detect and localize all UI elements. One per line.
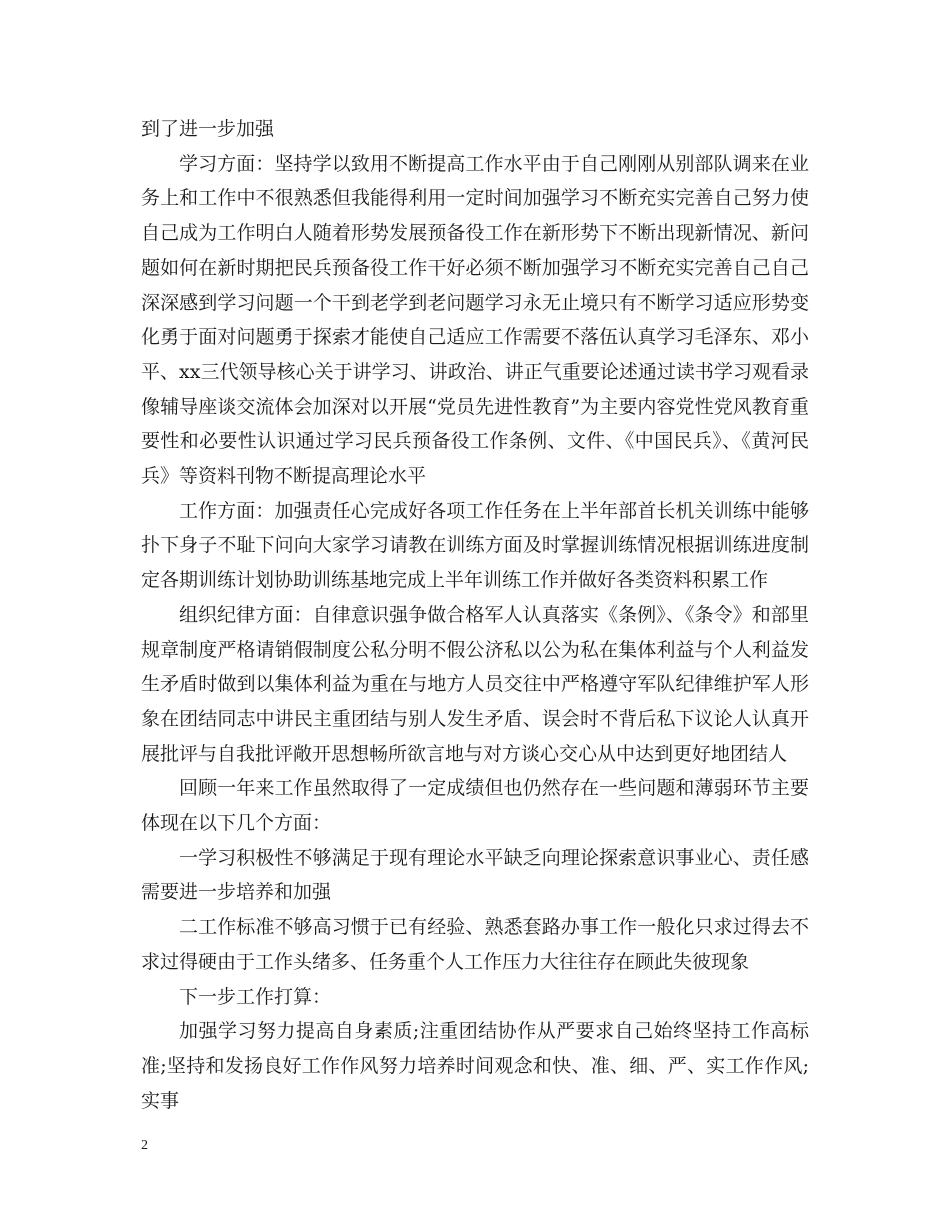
- paragraph-next-steps-heading: 下一步工作打算：: [179, 985, 332, 1008]
- paragraph-work: 工作方面：加强责任心完成好各项工作任务在上半年部首长机关训练中能够扑下身子不耻下问向大家学习请教在训练方面及时掌握训练情况根据训练进度制定各期训练计划协助训练基地完成上半年训练工作并做好各类资料积累工作: [141, 499, 809, 592]
- document-body: [141, 112, 809, 1118]
- paragraph-issue-one: 一学习积极性不够满足于现有理论水平缺乏向理论探索意识事业心、责任感需要进一步培养和加强: [141, 846, 809, 904]
- paragraph-discipline: 组织纪律方面：自律意识强争做合格军人认真落实《条例》、《条令》和部里规章制度严格请销假制度公私分明不假公济私以公为私在集体利益与个人利益发生矛盾时做到以集体利益为重在与地方人员交往中严格遵守军队纪律维护军人形象在团结同志中讲民主重团结与别人发生矛盾、误会时不背后私下议论人认真开展批评与自我批评敞开思想畅所欲言地与对方谈心交心从中达到更好地团结人: [141, 603, 809, 765]
- paragraph-study: 学习方面：坚持学以致用不断提高工作水平由于自己刚刚从别部队调来在业务上和工作中不很熟悉但我能得利用一定时间加强学习不断充实完善自己努力使自己成为工作明白人随着形势发展预备役工作在新形势下不断出现新情况、新问题如何在新时期把民兵预备役工作干好必须不断加强学习不断充实完善自己自己深深感到学习问题一个干到老学到老问题学习永无止境只有不断学习适应形势变化勇于面对问题勇于探索才能使自己适应工作需要不落伍认真学习毛泽东、邓小平、xx三代领导核心关于讲学习、讲政治、讲正气重要论述通过读书学习观看录像辅导座谈交流体会加深对以开展“党员先进性教育”为主要内容党性党风教育重要性和必要性认识通过学习民兵预备役工作条例、文件、《中国民兵》、《黄河民兵》等资料刊物不断提高理论水平: [141, 152, 809, 488]
- paragraph-continuation: 到了进一步加强: [141, 118, 275, 140]
- paragraph-review: 回顾一年来工作虽然取得了一定成绩但也仍然存在一些问题和薄弱环节主要体现在以下几个方面：: [141, 777, 809, 835]
- paragraph-issue-two: 二工作标准不够高习惯于已有经验、熟悉套路办事工作一般化只求过得去不求过得硬由于工作头绪多、任务重个人工作压力大往往存在顾此失彼现象: [141, 916, 809, 973]
- paragraph-next-steps: 加强学习努力提高自身素质;注重团结协作从严要求自己始终坚持工作高标准;坚持和发扬良好工作作风努力培养时间观念和快、准、细、严、实工作作风;实事: [141, 1020, 809, 1112]
- page-number: 2: [141, 1138, 148, 1153]
